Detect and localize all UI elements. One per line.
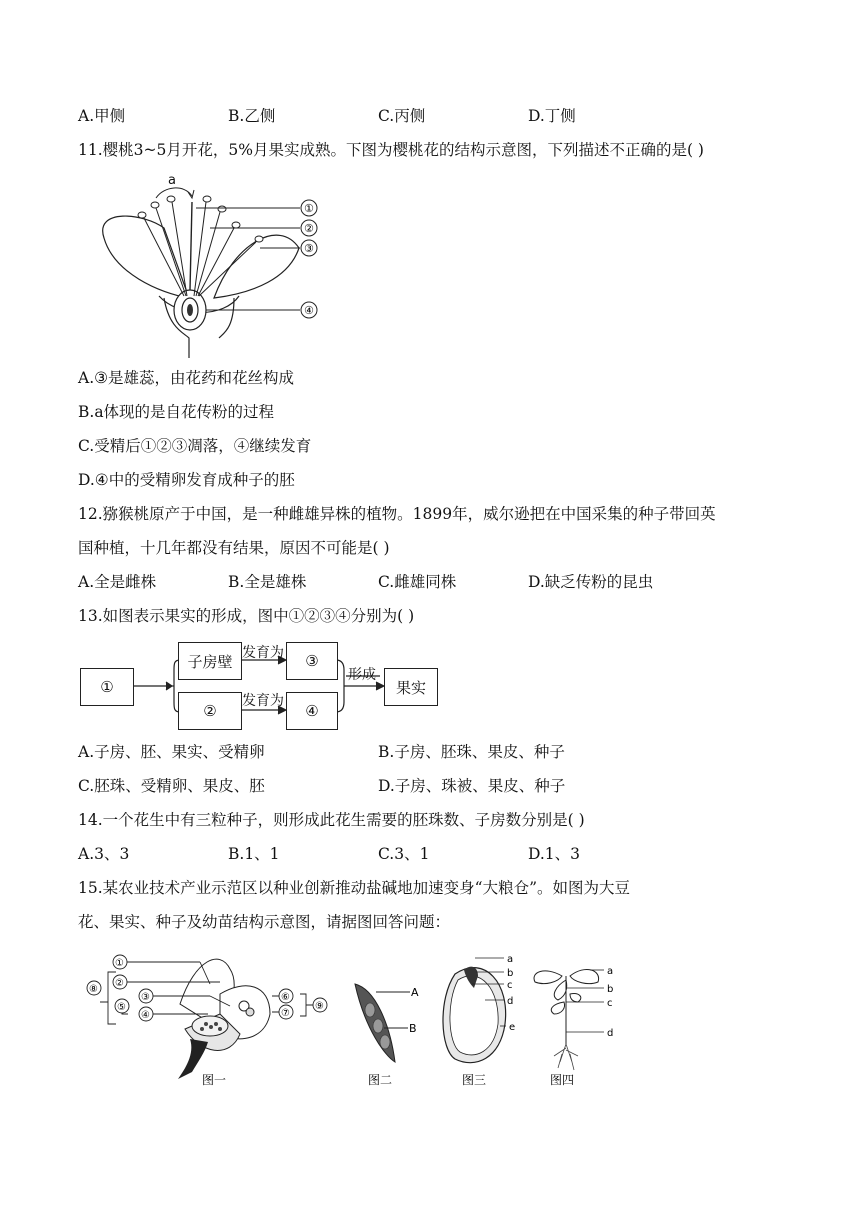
q10-option-a: A.甲侧: [78, 107, 126, 125]
q14-option-d: D.1、3: [528, 845, 581, 863]
arrow-label-form: 形成: [348, 667, 376, 683]
q12-stem-line2: 国种植，十几年都没有结果，原因不可能是( ): [78, 539, 390, 557]
fig1-label-1: ①: [115, 958, 124, 969]
q11-option-a: A.③是雄蕊，由花药和花丝构成: [78, 369, 295, 387]
figure-4-seedling: [534, 966, 613, 1087]
fig2-label-a: A: [411, 986, 419, 999]
fig4-label-b: b: [607, 984, 614, 995]
diagram-box-ovary-wall: 子房壁: [178, 642, 242, 680]
q14-stem: 14.一个花生中有三粒种子，则形成此花生需要的胚珠数、子房数分别是( ): [78, 811, 585, 829]
fig3-caption: 图三: [462, 1073, 487, 1087]
fig1-label-7: ⑦: [281, 1008, 290, 1019]
flower-label-4: ④: [304, 304, 314, 317]
flower-label-a: a: [168, 173, 176, 188]
fig4-caption: 图四: [550, 1073, 575, 1087]
fig4-label-a: a: [607, 966, 614, 977]
fig1-label-5: ⑤: [117, 1002, 126, 1013]
flower-label-2: ②: [304, 222, 314, 235]
q12-option-a: A.全是雌株: [78, 573, 157, 591]
q12-option-c: C.雌雄同株: [378, 573, 457, 591]
q11-option-b: B.a体现的是自花传粉的过程: [78, 403, 275, 421]
q15-stem-line1: 15.某农业技术产业示范区以种业创新推动盐碱地加速变身“大粮仓”。如图为大豆: [78, 879, 631, 897]
fig1-label-8: ⑧: [89, 984, 98, 995]
diagram-box-1: ①: [80, 668, 134, 706]
q11-stem: 11.樱桃3~5月开花，5%月果实成熟。下图为樱桃花的结构示意图，下列描述不正确的是( ): [78, 141, 704, 159]
q12-stem-line1: 12.猕猴桃原产于中国，是一种雌雄异株的植物。1899年，威尔逊把在中国采集的种子带回英: [78, 505, 716, 523]
fruit-formation-diagram: [80, 636, 460, 728]
figure-1-soybean-flower: [87, 955, 327, 1087]
cherry-flower-figure: [84, 168, 324, 358]
diagram-box-4: ④: [286, 692, 338, 730]
figure-2-soybean-pod: [355, 984, 419, 1087]
arrow-label-top: 发育为: [242, 645, 284, 661]
q11-option-d: D.④中的受精卵发育成种子的胚: [78, 471, 295, 489]
q14-option-c: C.3、1: [378, 845, 430, 863]
q10-option-d: D.丁侧: [528, 107, 576, 125]
flower-label-1: ①: [304, 202, 314, 215]
q10-option-b: B.乙侧: [228, 107, 276, 125]
fig1-label-3: ③: [141, 992, 150, 1003]
fig1-label-6: ⑥: [281, 992, 290, 1003]
fig3-label-a: a: [507, 954, 514, 965]
fig4-label-d: d: [607, 1028, 614, 1039]
q12-option-b: B.全是雄株: [228, 573, 307, 591]
flower-label-3: ③: [304, 242, 314, 255]
q13-stem: 13.如图表示果实的形成，图中①②③④分别为( ): [78, 607, 415, 625]
diagram-box-fruit: 果实: [384, 668, 438, 706]
fig3-label-c: c: [507, 980, 513, 991]
arrow-label-bottom: 发育为: [242, 693, 284, 709]
q15-stem-line2: 花、果实、种子及幼苗结构示意图，请据图回答问题：: [78, 913, 451, 931]
fig1-label-2: ②: [115, 978, 124, 989]
q13-option-d: D.子房、珠被、果皮、种子: [378, 777, 566, 795]
fig3-label-e: e: [509, 1022, 516, 1033]
q11-option-c: C.受精后①②③凋落，④继续发育: [78, 437, 312, 455]
fig3-label-b: b: [507, 968, 514, 979]
soybean-figures: [80, 944, 630, 1094]
fig1-caption: 图一: [202, 1073, 227, 1087]
q12-option-d: D.缺乏传粉的昆虫: [528, 573, 654, 591]
diagram-box-2: ②: [178, 692, 242, 730]
fig1-label-4: ④: [141, 1010, 150, 1021]
fig2-caption: 图二: [368, 1073, 393, 1087]
fig4-label-c: c: [607, 998, 613, 1009]
q13-option-a: A.子房、胚、果实、受精卵: [78, 743, 265, 761]
fig2-label-b: B: [409, 1022, 417, 1035]
figure-3-soybean-seed: [443, 954, 515, 1087]
q14-option-a: A.3、3: [78, 845, 130, 863]
diagram-box-3: ③: [286, 642, 338, 680]
q10-option-c: C.丙侧: [378, 107, 426, 125]
q13-option-b: B.子房、胚珠、果皮、种子: [378, 743, 565, 761]
fig3-label-d: d: [507, 996, 514, 1007]
q13-option-c: C.胚珠、受精卵、果皮、胚: [78, 777, 265, 795]
q14-option-b: B.1、1: [228, 845, 280, 863]
fig1-label-9: ⑨: [315, 1001, 324, 1012]
